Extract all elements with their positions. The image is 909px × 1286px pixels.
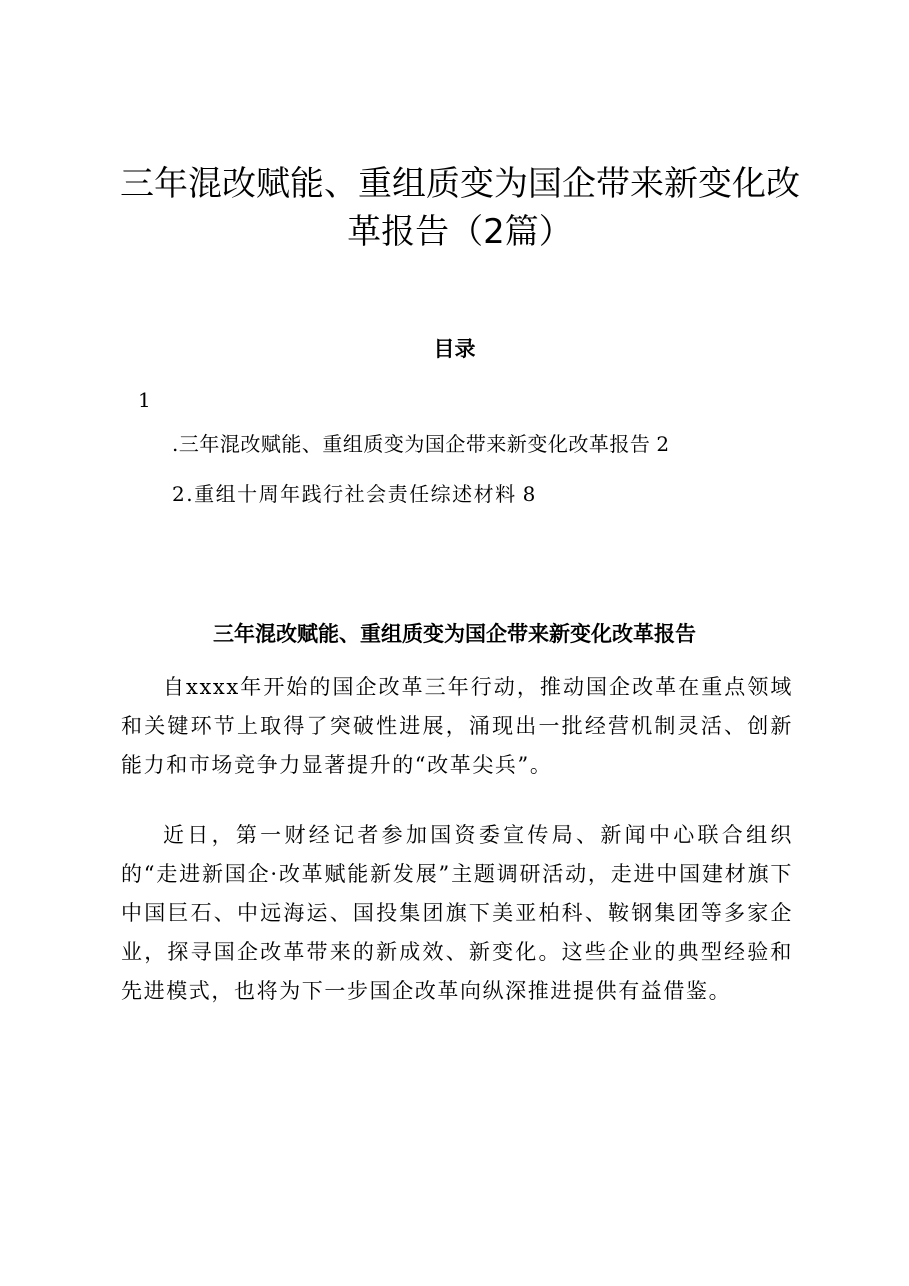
document-title-line-1: 三年混改赋能、重组质变为国企带来新变化改 <box>120 164 800 204</box>
toc-item[interactable] <box>172 480 537 508</box>
toc-item[interactable] <box>172 430 670 458</box>
toc-item-label: 2.重组十周年践行社会责任综述材料 <box>172 482 517 506</box>
toc-item-page-number: 8 <box>522 482 537 506</box>
toc-item-page-number: 2 <box>656 432 670 456</box>
document-title <box>60 160 860 256</box>
toc-item-label: .三年混改赋能、重组质变为国企带来新变化改革报告 <box>172 432 651 456</box>
document-title-line-2: 革报告（2篇） <box>347 212 573 252</box>
article-paragraph: 自xxxx年开始的国企改革三年行动，推动国企改革在重点领域和关键环节上取得了突破性进展，涌现出一批经营机制灵活、创新能力和市场竞争力显著提升的“改革尖兵”。 <box>121 675 793 777</box>
toc-stray-number: 1 <box>138 388 151 412</box>
article-title: 三年混改赋能、重组质变为国企带来新变化改革报告 <box>213 621 696 646</box>
toc-heading: 目录 <box>433 336 476 361</box>
article-paragraph: 近日，第一财经记者参加国资委宣传局、新闻中心联合组织的“走进新国企·改革赋能新发展”主题调研活动，走进中国建材旗下中国巨石、中远海运、国投集团旗下美亚柏科、鞍钢集团等多家企业，探寻国企改革带来的新成效、新变化。这些企业的典型经验和先进模式，也将为下一步国企改革向纵深推进提供有益借鉴。 <box>121 823 793 1003</box>
